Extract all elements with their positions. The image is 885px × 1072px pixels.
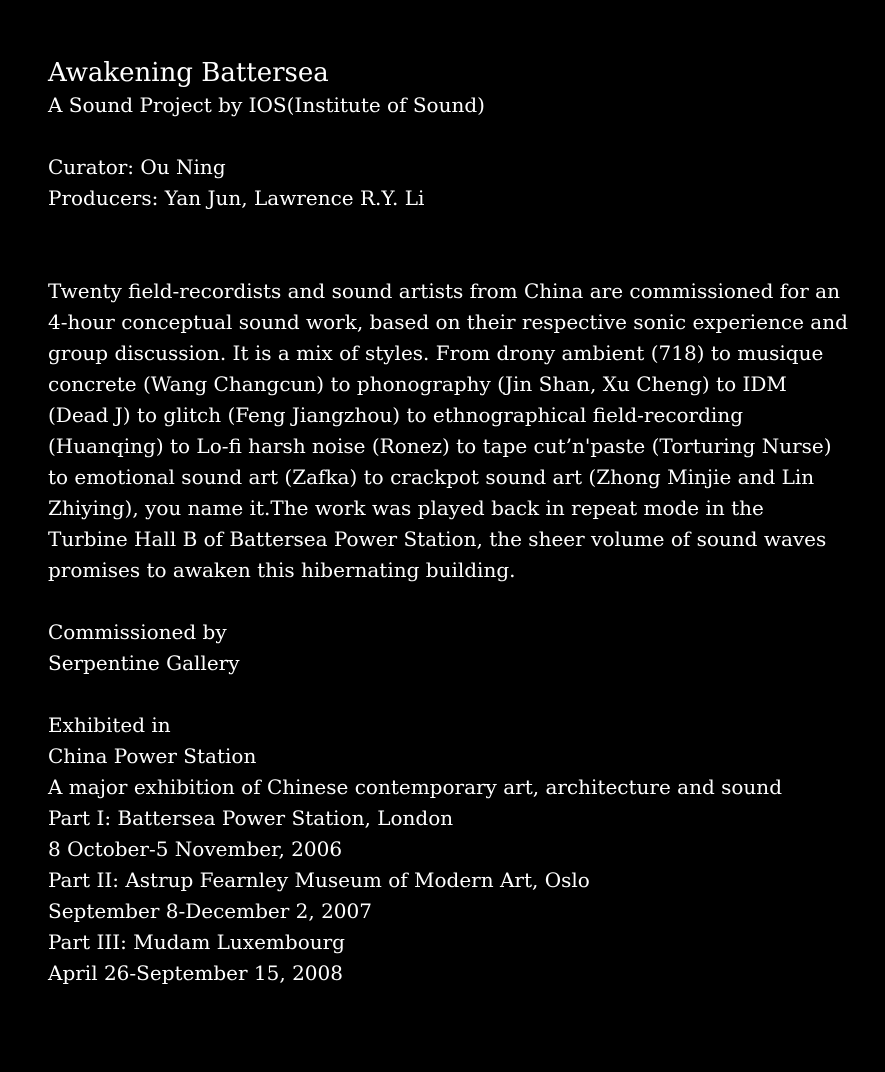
exhibited-label: Exhibited in — [48, 713, 171, 737]
part-venue: Part II: Astrup Fearnley Museum of Modern Art, Oslo — [48, 868, 590, 892]
project-description: Twenty field-recordists and sound artists from China are commissioned for an 4-hour conceptual sound work, based on their respective sonic experience and group discussion. It is a mix of styles. From drony ambient (718) to musique concrete (Wang Changcun) to phonography (Jin Shan, Xu Cheng) to IDM (Dead J) to glitch (Feng Jiangzhou) to ethnographical field-recording (Huanqing) to Lo-fi harsh noise (Ronez) to tape cut’n'paste (Torturing Nurse) to emotional sound art (Zafka) to crackpot sound art (Zhong Minjie and Lin Zhiying), you name it.The work was played back in repeat mode in the Turbine Hall B of Battersea Power Station, the sheer volume of sound waves promises to awaken this hibernating building. — [48, 279, 848, 582]
producers-line: Producers: Yan Jun, Lawrence R.Y. Li — [48, 186, 425, 210]
curator-line: Curator: Ou Ning — [48, 155, 226, 179]
part-venue: Part I: Battersea Power Station, London — [48, 806, 454, 830]
part-dates: September 8-December 2, 2007 — [48, 899, 372, 923]
project-subtitle: A Sound Project by IOS(Institute of Sound) — [48, 93, 485, 117]
spacer — [48, 121, 878, 152]
part-venue: Part III: Mudam Luxembourg — [48, 930, 345, 954]
exhibition-tagline: A major exhibition of Chinese contemporary art, architecture and sound — [48, 775, 782, 799]
spacer — [48, 679, 878, 710]
commissioning-org: Serpentine Gallery — [48, 651, 240, 675]
part-dates: 8 October-5 November, 2006 — [48, 837, 343, 861]
spacer — [48, 214, 878, 276]
project-info — [48, 56, 878, 989]
project-title: Awakening Battersea — [48, 58, 329, 88]
part-dates: April 26-September 15, 2008 — [48, 961, 343, 985]
commissioned-label: Commissioned by — [48, 620, 227, 644]
spacer — [48, 586, 878, 617]
exhibition-name: China Power Station — [48, 744, 257, 768]
